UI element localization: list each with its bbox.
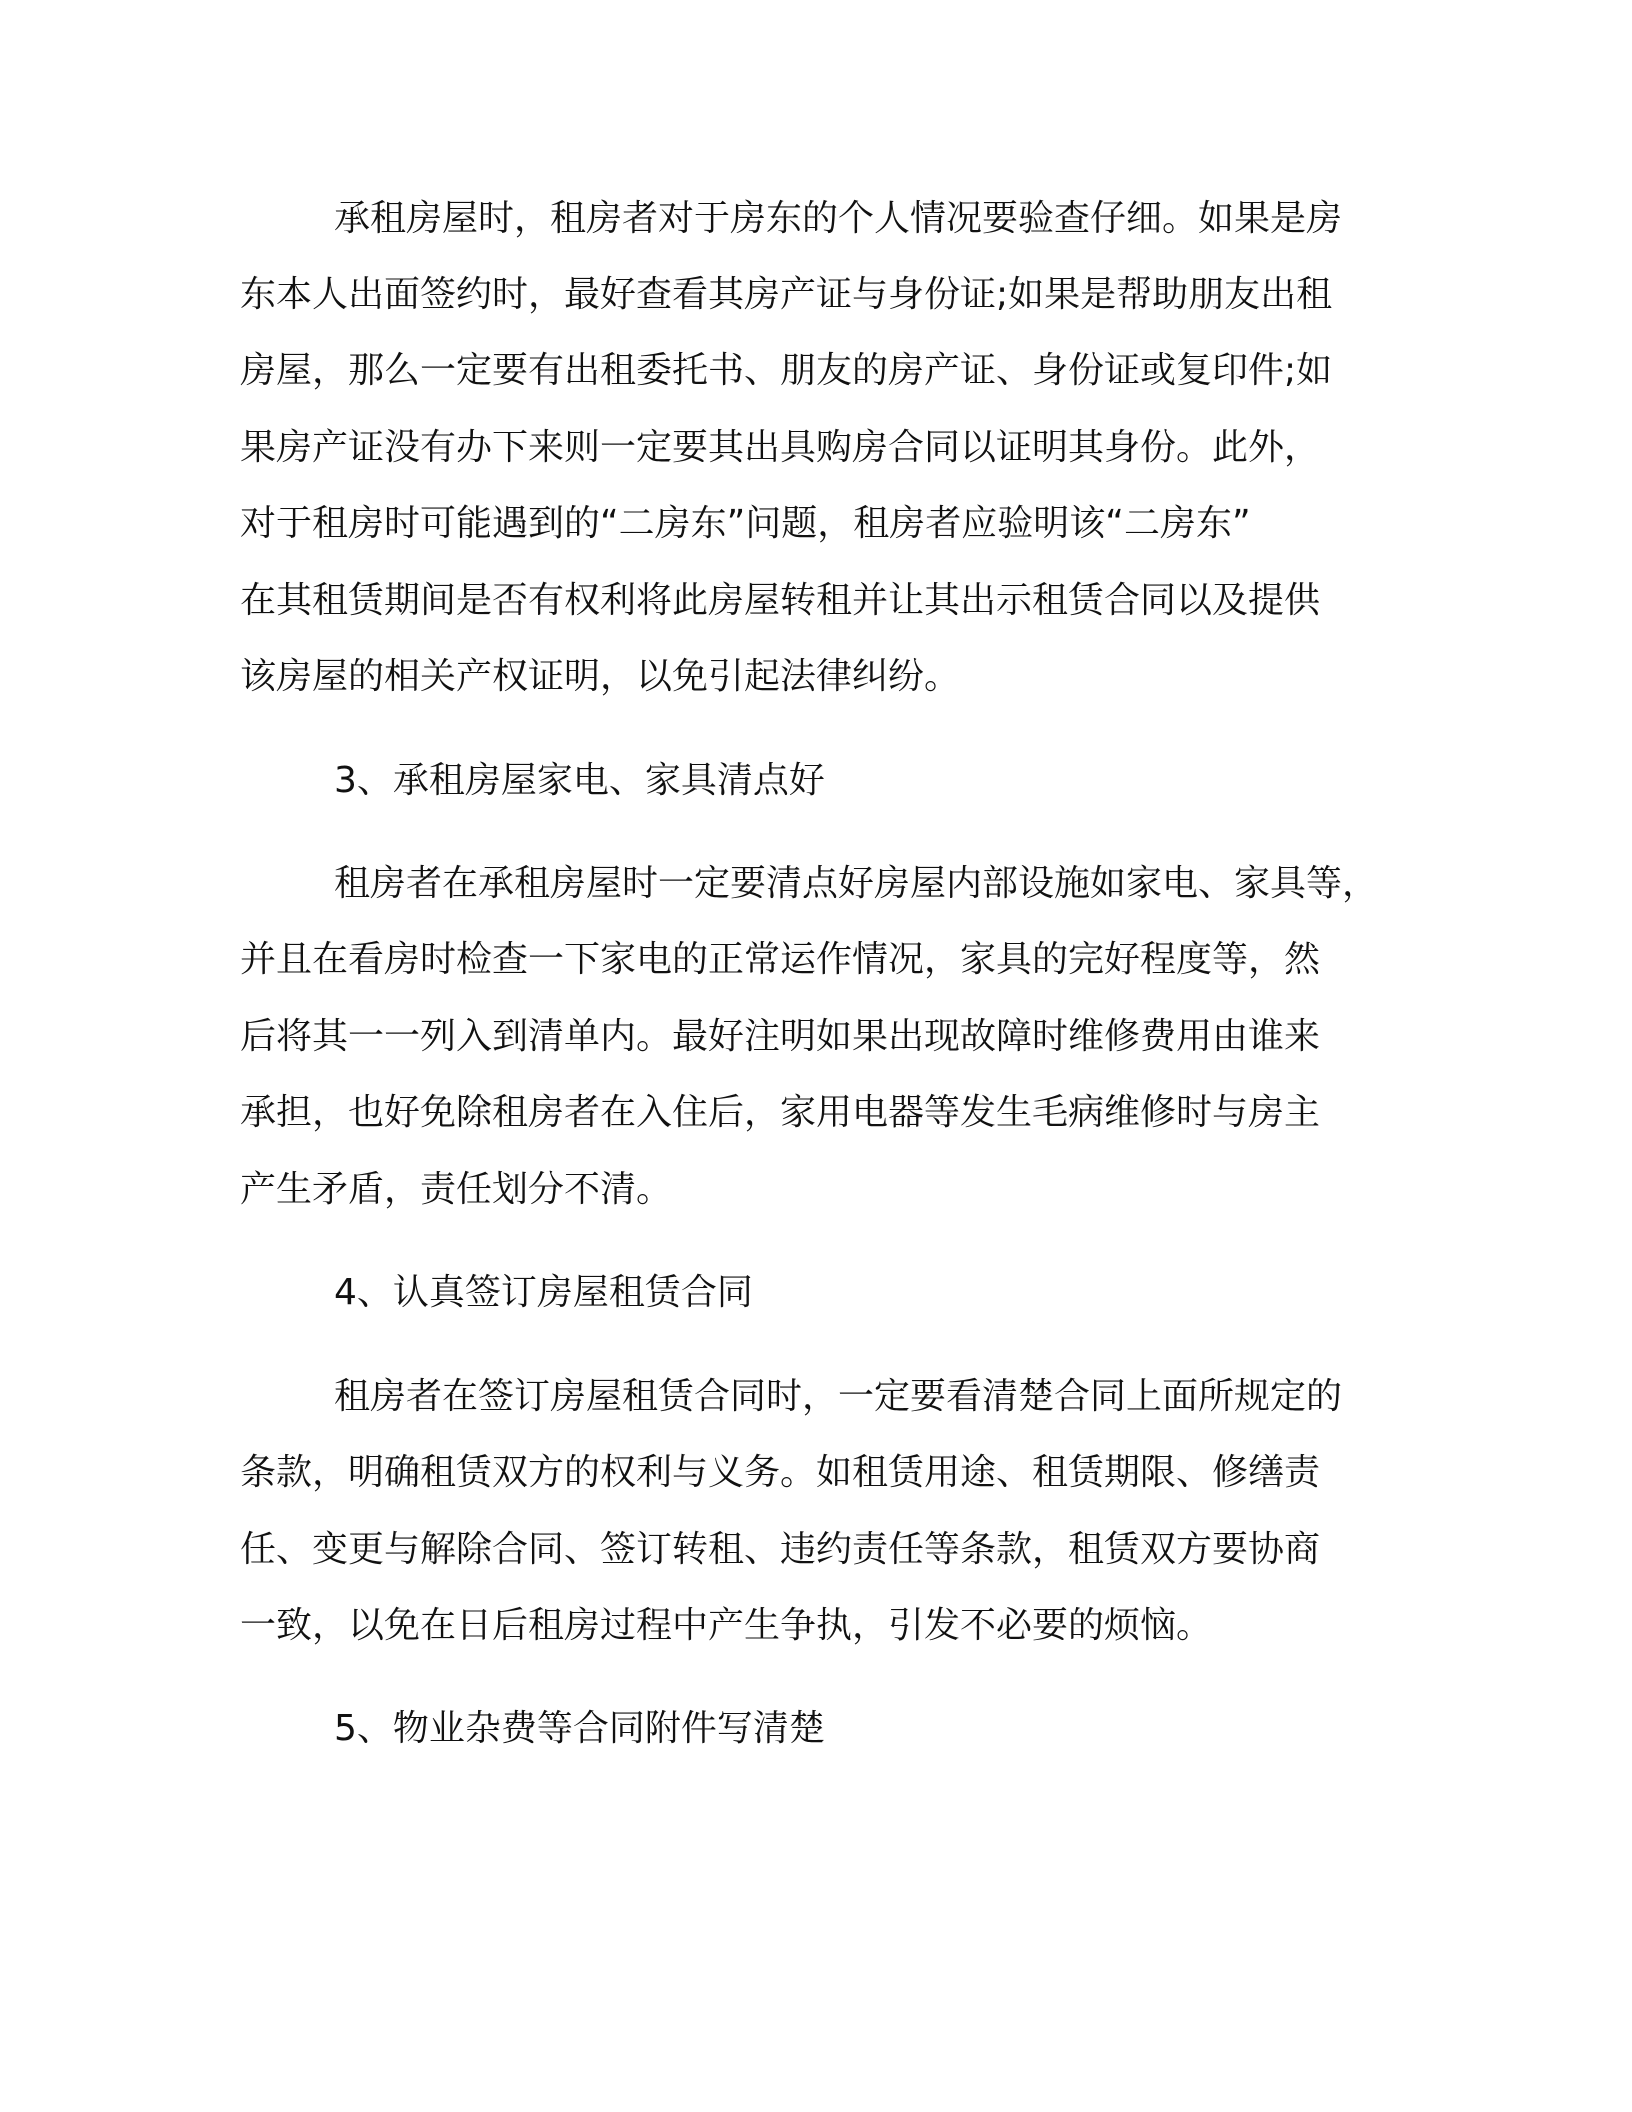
paragraph-line: 在其租赁期间是否有权利将此房屋转租并让其出示租赁合同以及提供 bbox=[240, 580, 1321, 621]
paragraph-line: 东本人出面签约时，最好查看其房产证与身份证;如果是帮助朋友出租 bbox=[240, 274, 1333, 315]
paragraph-line: 房屋，那么一定要有出租委托书、朋友的房产证、身份证或复印件;如 bbox=[240, 350, 1333, 391]
paragraph-line: 后将其一一列入到清单内。最好注明如果出现故障时维修费用由谁来 bbox=[240, 1016, 1321, 1057]
paragraph-line: 承担，也好免除租房者在入住后，家用电器等发生毛病维修时与房主 bbox=[240, 1092, 1321, 1133]
paragraph-line: 对于租房时可能遇到的“二房东”问题，租房者应验明该“二房东” bbox=[240, 503, 1251, 544]
section-heading: 5、物业杂费等合同附件写清楚 bbox=[334, 1708, 825, 1749]
paragraph-line: 租房者在签订房屋租赁合同时，一定要看清楚合同上面所规定的 bbox=[334, 1376, 1343, 1417]
paragraph-line: 租房者在承租房屋时一定要清点好房屋内部设施如家电、家具等， bbox=[334, 863, 1379, 904]
paragraph-line: 一致，以免在日后租房过程中产生争执，引发不必要的烦恼。 bbox=[240, 1605, 1213, 1646]
section-heading: 4、认真签订房屋租赁合同 bbox=[334, 1272, 753, 1313]
paragraph-line: 承租房屋时，租房者对于房东的个人情况要验查仔细。如果是房 bbox=[334, 198, 1343, 239]
paragraph-line: 并且在看房时检查一下家电的正常运作情况，家具的完好程度等，然 bbox=[240, 939, 1321, 980]
paragraph-line: 果房产证没有办下来则一定要其出具购房合同以证明其身份。此外， bbox=[240, 427, 1321, 468]
paragraph-line: 产生矛盾，责任划分不清。 bbox=[240, 1169, 673, 1210]
paragraph-line: 条款，明确租赁双方的权利与义务。如租赁用途、租赁期限、修缮责 bbox=[240, 1452, 1321, 1493]
paragraph-line: 该房屋的相关产权证明，以免引起法律纠纷。 bbox=[240, 656, 961, 697]
paragraph-line: 任、变更与解除合同、签订转租、违约责任等条款，租赁双方要协商 bbox=[240, 1529, 1321, 1570]
section-heading: 3、承租房屋家电、家具清点好 bbox=[334, 760, 825, 801]
